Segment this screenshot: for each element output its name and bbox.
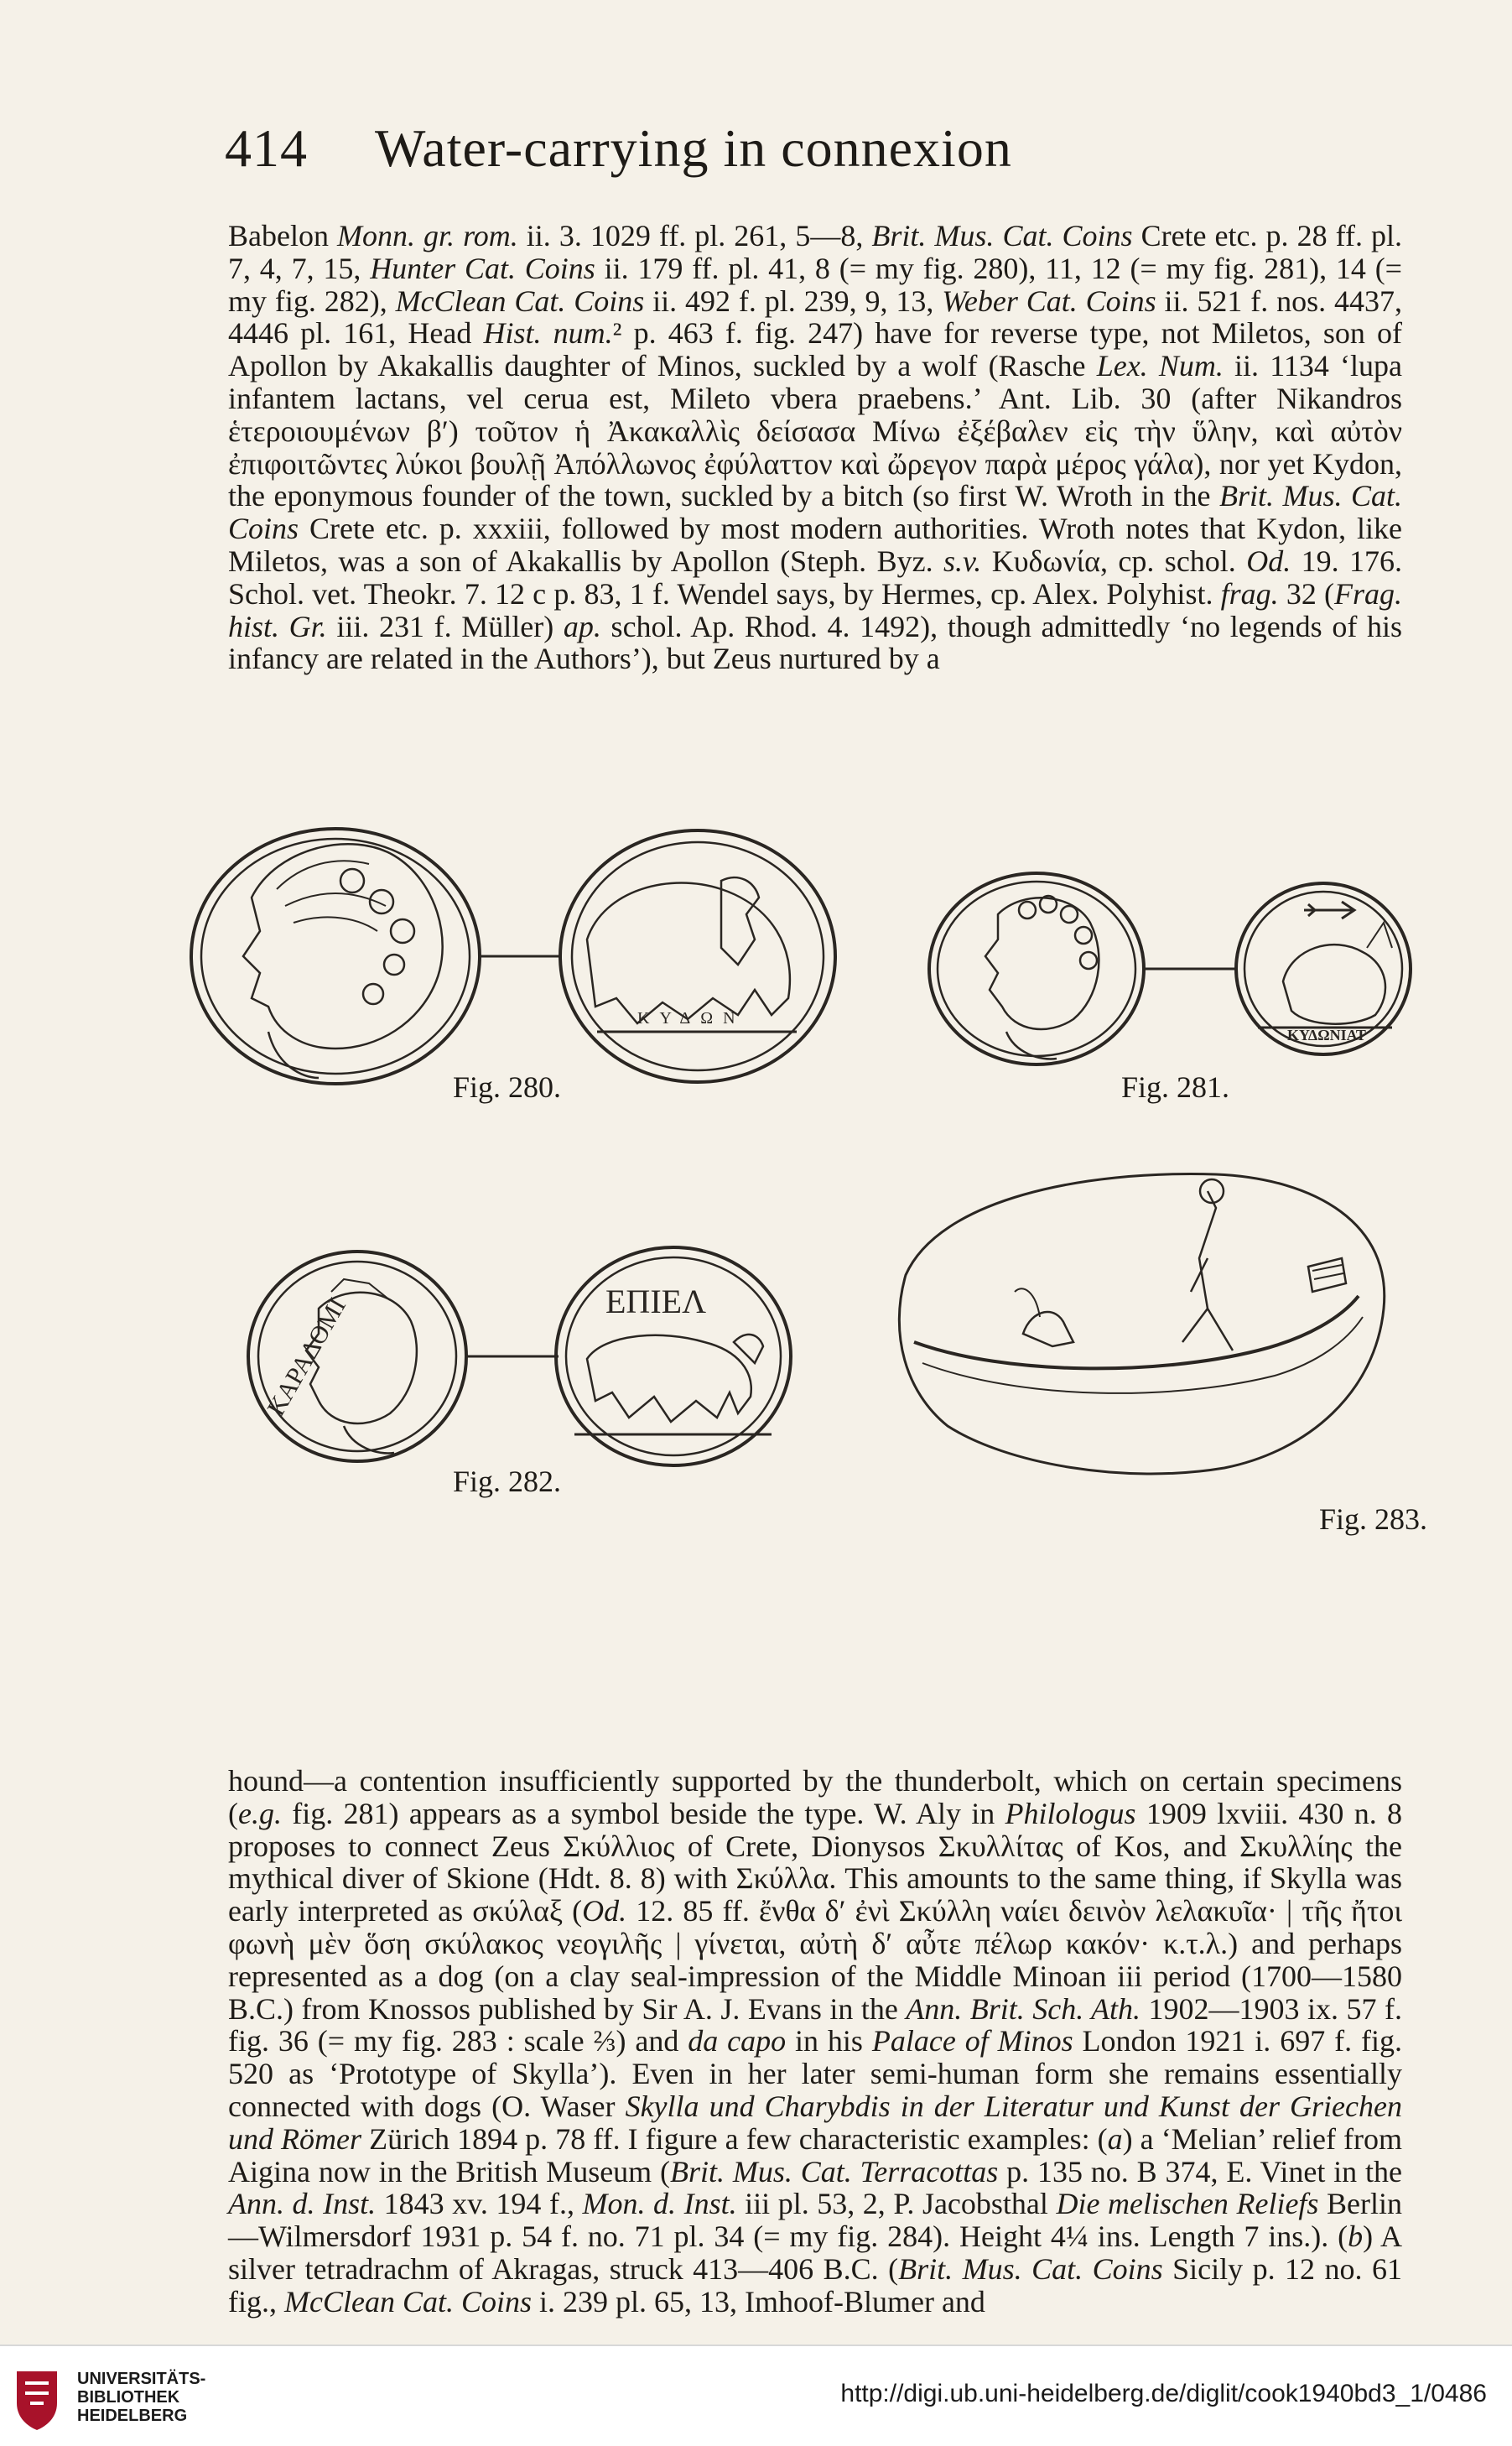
text-run: Od.: [1246, 544, 1291, 578]
text-run: p. 135 no. B 374, E. Vinet in the: [998, 2154, 1402, 2188]
text-run: fig. 281) appears as a symbol beside the type. W. Aly in: [281, 1796, 1005, 1830]
text-run: hound—a contention insufficiently supported by the thunderbolt, which on certain specimens (: [228, 1764, 1402, 1830]
text-run: iii. 231 f. Müller): [326, 609, 564, 643]
footer-bar: [0, 2345, 1512, 2446]
fig-283-caption: Fig. 283.: [1319, 1502, 1428, 1536]
text-run: Lex. Num.: [1096, 349, 1224, 383]
fig-282-coins: [248, 1247, 791, 1465]
fig-282-obverse-inscription: ΚΑΡΑΔΟΜΙ: [262, 1293, 352, 1421]
text-run: Weber Cat. Coins: [942, 284, 1156, 318]
text-run: ) a ‘Melian’ relief from Aigina now in the British Museum (: [228, 2121, 1402, 2188]
text-run: e.g.: [238, 1796, 282, 1830]
library-logo-text: UNIVERSITÄTS- BIBLIOTHEK HEIDELBERG: [77, 2370, 206, 2425]
text-run: a: [1107, 2121, 1123, 2156]
text-run: Brit. Mus. Cat. Coins: [898, 2251, 1163, 2286]
text-run: 1843 xv. 194 f.,: [376, 2187, 583, 2221]
text-run: McClean Cat. Coins: [395, 284, 645, 318]
text-run: ² p. 463 f. fig. 247) have for reverse type, not Miletos, son of Apollon by Akakallis daughter of Minos, suckled by a wolf (Rasche: [228, 316, 1402, 383]
fig-283-seal: [899, 1174, 1384, 1474]
fig-280-inscription: ΚΥΔΩΝ: [637, 1009, 746, 1028]
text-run: ) A silver tetradrachm of Akragas, struck 413—406 B.C. (: [228, 2220, 1403, 2286]
text-run: London 1921 i. 697 f. fig. 520 as ‘Prototype of Skylla’). Even in her later semi-human form she remains essentially connected with dogs (O. Waser: [228, 2024, 1402, 2123]
text-run: Babelon: [228, 219, 338, 252]
text-run: ap.: [563, 609, 601, 643]
text-run: Od.: [582, 1894, 627, 1928]
text-run: iii pl. 53, 2, P. Jacobsthal: [736, 2187, 1057, 2221]
text-run: ii. 3. 1029 ff. pl. 261, 5—8,: [517, 219, 872, 252]
permalink-url[interactable]: http://digi.ub.uni-heidelberg.de/diglit/cook1940bd3_1/0486: [840, 2380, 1487, 2407]
text-run: Hunter Cat. Coins: [370, 251, 595, 285]
text-run: frag.: [1220, 576, 1279, 611]
text-run: b: [1348, 2220, 1364, 2254]
text-run: Sicily p. 12 no. 61 fig.,: [228, 2251, 1402, 2318]
page-number: 414: [225, 118, 308, 178]
text-run: Ann. d. Inst.: [228, 2187, 377, 2221]
text-run: s.v.: [943, 544, 982, 578]
text-run: in his: [786, 2024, 872, 2058]
fig-282-reverse-inscription: ΕΠΙΕΛ: [605, 1283, 707, 1320]
text-run: Crete etc. p. 28 ff. pl. 7, 4, 7, 15,: [228, 219, 1402, 285]
text-run: Crete etc. p. xxxiii, followed by most modern authorities. Wroth notes that Kydon, like Miletos, was a son of Akakallis by Apollon (Steph. Byz.: [228, 512, 1402, 578]
text-run: McClean Cat. Coins: [284, 2284, 532, 2318]
text-run: Ann. Brit. Sch. Ath.: [906, 1991, 1141, 2026]
text-run: da capo: [688, 2024, 787, 2058]
text-run: Zürich 1894 p. 78 ff. I figure a few characteristic examples: (: [361, 2121, 1108, 2156]
text-run: ii. 521 f. nos. 4437, 4446 pl. 161, Head: [228, 284, 1402, 351]
text-run: Berlin—Wilmersdorf 1931 p. 54 f. no. 71 pl. 34 (= my fig. 284). Height 4¼ ins. Length 7 ins.). (: [228, 2187, 1402, 2254]
text-run: 1902—1903 ix. 57 f. fig. 36 (= my fig. 283 : scale ⅔) and: [228, 1991, 1402, 2058]
running-title: Water-carrying in connexion: [375, 118, 1012, 178]
fig-280-caption: Fig. 280.: [453, 1070, 562, 1104]
text-run: 12. 85 ff. ἔνθα δ′ ἐνὶ Σκύλλη ναίει δεινὸν λελακυῖα· | τῆς ἤτοι φωνὴ μὲν ὅση σκύλακος νεογιλῆς | γίνεται, αὐτὴ δ′ αὖτε πέλωρ κακόν· κ.τ.λ.) and perhaps represented as a dog (on a clay seal-impression of the Middle Minoan iii period (1700—1580 B.C.) from Knossos published by Sir A. J. Evans in the: [228, 1894, 1403, 2026]
text-run: 32 (: [1278, 576, 1334, 611]
text-run: schol. Ap. Rhod. 4. 1492), though admittedly ‘no legends of his infancy are related in the Authors’), but Zeus nurtured by a: [228, 609, 1402, 676]
text-run: 19. 176. Schol. vet. Theokr. 7. 12 c p. 83, 1 f. Wendel says, by Hermes, cp. Alex. Polyhist.: [228, 544, 1403, 611]
text-run: Brit. Mus. Cat. Coins: [871, 219, 1133, 252]
university-seal-icon: [12, 2366, 62, 2432]
text-run: Mon. d. Inst.: [582, 2187, 737, 2221]
text-run: Κυδωνία, cp. schol.: [981, 544, 1247, 578]
text-run: Die melischen Reliefs: [1056, 2187, 1319, 2221]
text-run: Philologus: [1005, 1796, 1136, 1830]
text-run: Monn. gr. rom.: [337, 219, 518, 252]
text-run: 1909 lxviii. 430 n. 8 proposes to connect Zeus Σκύλλιος of Crete, Dionysos Σκυλλίτας of Kos, and Σκυλλίης the mythical diver of Skione (Hdt. 8. 8) with Σκύλλα. This amounts to the same thing, if Skylla was early interpreted as σκύλαξ (: [228, 1796, 1402, 1928]
text-run: ii. 179 ff. pl. 41, 8 (= my fig. 280), 11, 12 (= my fig. 281), 14 (= my fig. 282),: [228, 251, 1402, 318]
fig-281-caption: Fig. 281.: [1121, 1070, 1230, 1104]
fig-282-caption: Fig. 282.: [453, 1465, 562, 1498]
text-run: Skylla und Charybdis in der Literatur und Kunst der Griechen und Römer: [228, 2089, 1402, 2156]
text-run: ii. 492 f. pl. 239, 9, 13,: [644, 284, 943, 318]
text-run: Brit. Mus. Cat. Terracottas: [670, 2154, 999, 2188]
text-run: i. 239 pl. 65, 13, Imhoof-Blumer and: [532, 2284, 985, 2318]
text-run: ii. 1134 ‘lupa infantem lactans, vel cerua est, Mileto vbera praebens.’ Ant. Lib. 30 (after Nikandros ἑτεροιουμένων β′) τοῦτον ἡ Ἀκακαλλὶς δείσασα Μίνω ἐξέβαλεν εἰς τὴν ὕλην, καὶ αὐτὸν ἐπιφοιτῶντες λύκοι βουλῇ Ἀπόλλωνος ἐφύλαττον καὶ ὤρεγον παρὰ μέρος γάλα), nor yet Kydon, the eponymous founder of the town, suckled by a bitch (so first W. Wroth in the: [228, 349, 1403, 513]
fig-280-coins: [191, 829, 835, 1084]
text-run: Frag. hist. Gr.: [228, 576, 1402, 643]
text-run: Palace of Minos: [871, 2024, 1073, 2058]
fig-281-inscription: ΚΥΔΩΝΙΑΤ: [1287, 1027, 1366, 1043]
text-run: Hist. num.: [483, 316, 613, 351]
paragraph-bottom: [228, 1765, 1402, 2318]
text-run: Brit. Mus. Cat. Coins: [228, 479, 1402, 546]
